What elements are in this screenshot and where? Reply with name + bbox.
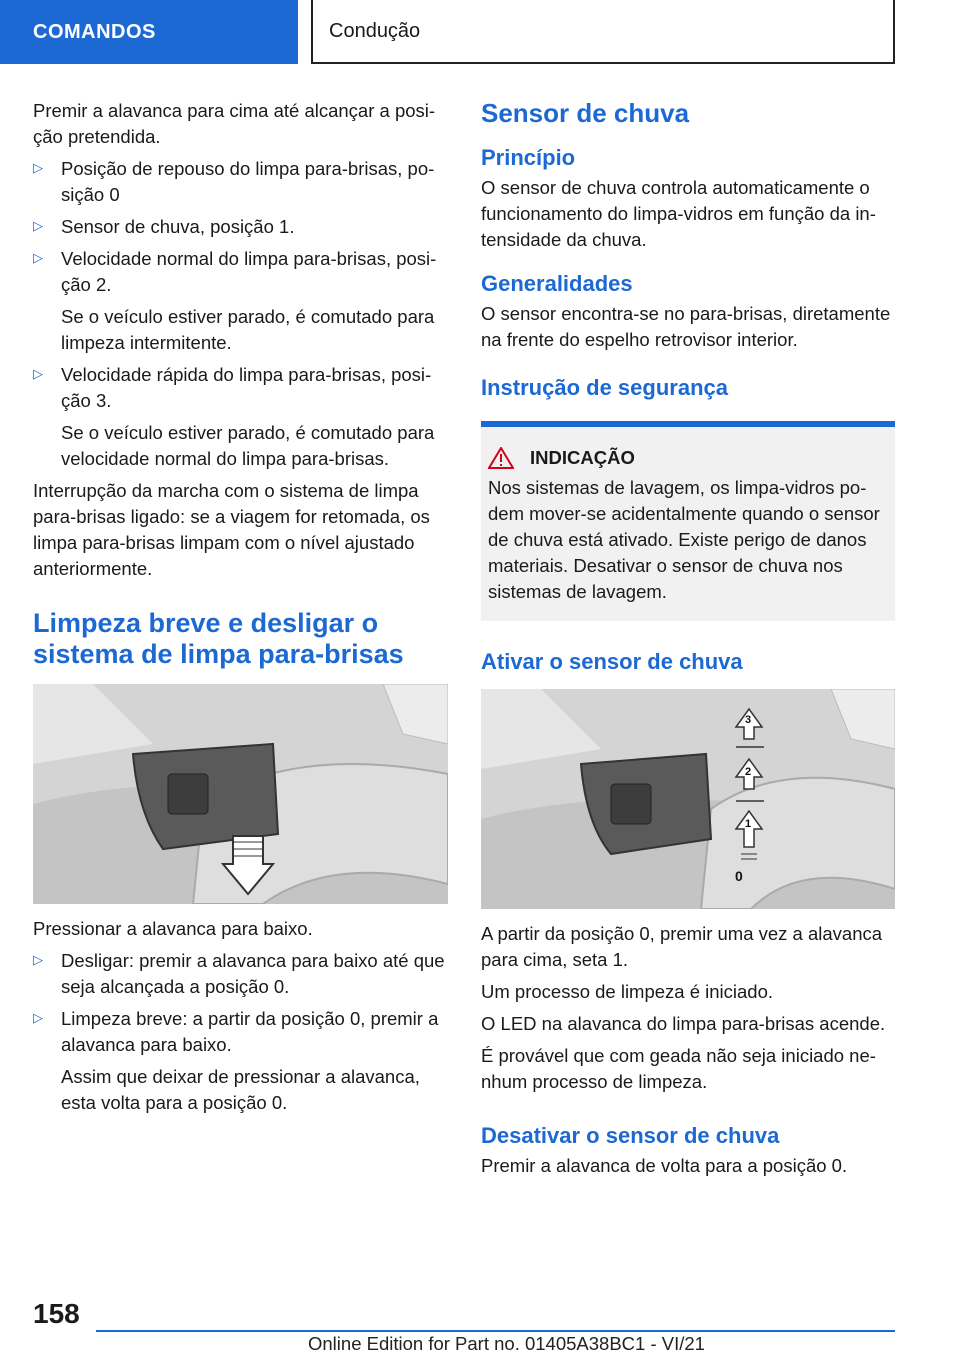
interrupt-paragraph: Interrupção da marcha com o sistema de limpa para-brisas ligado: se a viagem for retomada, os limpa para-brisas limpam com o nível ajustado anteriormente. [33,480,430,579]
list-item [33,948,448,1000]
warning-text: Nos sistemas de lavagem, os limpa-vidros podem mover-se acidentalmente quando o sensor de chuva está ativado. Existe perigo de danos materiais. Desativar o sensor de chuva nos sistemas de lavagem. [488,477,880,602]
list-item [33,156,448,208]
list-item-note: Assim que deixar de pressionar a alavanca, esta volta para a posição 0. [61,1066,420,1113]
chapter-header [311,0,895,64]
rain-sensor-lever-figure [481,689,895,909]
list-item [33,214,448,240]
figure-label-1: 1 [745,818,752,830]
section-heading: Limpeza breve e desligar o sistema de limpa para-brisas [33,608,404,669]
warning-box [481,421,895,621]
bullet-triangle-icon: ▷ [33,160,43,175]
warning-triangle-icon [488,447,514,469]
activate-text-3: O LED na alavanca do limpa para-brisas acende. [481,1013,886,1034]
activate-heading: Ativar o sensor de chuva [481,649,743,674]
section-tab [0,0,298,64]
list-item [33,362,448,472]
left-column [33,98,448,1122]
list-item [33,1006,448,1116]
chapter-label: Condução [329,19,421,42]
page-number: 158 [33,1298,80,1329]
figure-label-0: 0 [735,868,743,884]
list-item [33,246,448,356]
activate-text-4: É provável que com geada não seja iniciado nenhum processo de limpeza. [481,1045,876,1092]
bullet-triangle-icon: ▷ [33,218,43,233]
wiper-lever-down-figure [33,684,448,904]
bullet-triangle-icon: ▷ [33,952,43,967]
press-down-paragraph: Pressionar a alavanca para baixo. [33,918,313,939]
right-column [481,98,895,1179]
list-item-text: Velocidade normal do limpa para-brisas, posição 2. [61,248,437,295]
bullet-triangle-icon: ▷ [33,1010,43,1025]
list-item-text: Posição de repouso do limpa para-brisas, posição 0 [61,158,435,205]
list-item-text: Velocidade rápida do limpa para-brisas, posição 3. [61,364,432,411]
edition-text: Online Edition for Part no. 01405A38BC1 - VI/21 [308,1333,705,1354]
warning-header [488,447,888,469]
bullet-triangle-icon: ▷ [33,250,43,265]
deactivate-text: Premir a alavanca de volta para a posição 0. [481,1155,848,1176]
general-heading: Generalidades [481,271,633,296]
intro-paragraph: Premir a alavanca para cima até alcançar a posição pretendida. [33,100,436,147]
safety-heading: Instrução de segurança [481,375,728,400]
principle-text: O sensor de chuva controla automaticamente o funcionamento do limpa-vidros em função da intensidade da chuva. [481,177,876,250]
general-text: O sensor encontra-se no para-brisas, diretamente na frente do espelho retrovisor interior. [481,303,891,350]
bullet-triangle-icon: ▷ [33,366,43,381]
list-item-note: Se o veículo estiver parado, é comutado para velocidade normal do limpa para-brisas. [61,422,435,469]
section-label: COMANDOS [33,20,156,43]
activate-text-2: Um processo de limpeza é iniciado. [481,981,774,1002]
list-item-note: Se o veículo estiver parado, é comutado para limpeza intermitente. [61,306,435,353]
deactivate-heading: Desativar o sensor de chuva [481,1123,780,1148]
page-title: Sensor de chuva [481,98,690,128]
activate-text-1: A partir da posição 0, premir uma vez a alavanca para cima, seta 1. [481,923,883,970]
principle-heading: Princípio [481,145,576,170]
footer-divider [96,1330,895,1332]
warning-title: INDICAÇÃO [530,447,635,468]
list-item-text: Sensor de chuva, posição 1. [61,216,295,237]
figure-label-2: 2 [745,766,752,778]
list-item-text: Limpeza breve: a partir da posição 0, premir a alavanca para baixo. [61,1008,439,1055]
list-item-text: Desligar: premir a alavanca para baixo até que seja alcançada a posição 0. [61,950,445,997]
figure-label-3: 3 [745,714,752,726]
